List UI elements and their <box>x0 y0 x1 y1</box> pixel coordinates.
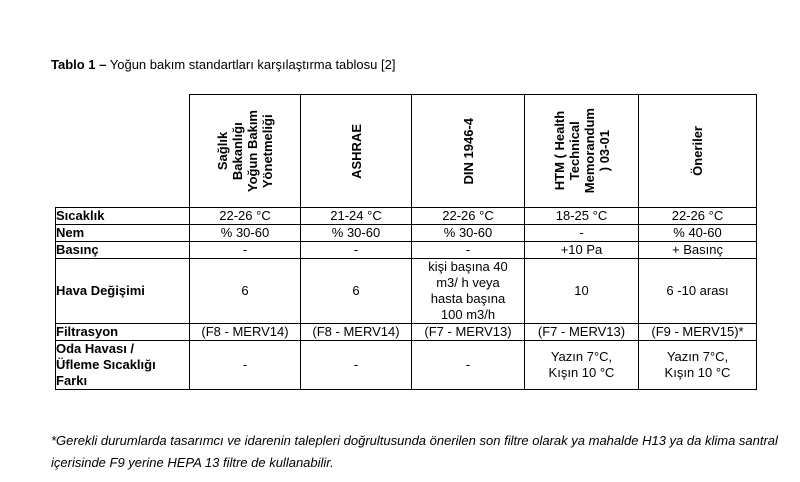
table-cell: + Basınç <box>639 242 757 259</box>
row-label: Hava Değişimi <box>56 259 190 324</box>
table-cell: - <box>301 341 412 390</box>
table-cell: - <box>412 242 525 259</box>
table-cell: - <box>412 341 525 390</box>
table-row-oda-havasi <box>56 341 757 390</box>
table-cell: Yazın 7°C, Kışın 10 °C <box>525 341 639 390</box>
table-cell: 22-26 °C <box>190 208 301 225</box>
column-header-saglik-bakanligi <box>190 95 301 208</box>
table-cell: 6 <box>190 259 301 324</box>
table-row-filtrasyon <box>56 324 757 341</box>
table-cell: (F7 - MERV13) <box>412 324 525 341</box>
corner-cell <box>56 95 190 208</box>
table-cell: +10 Pa <box>525 242 639 259</box>
column-header-htm <box>525 95 639 208</box>
table-cell: (F9 - MERV15)* <box>639 324 757 341</box>
column-header-label: HTM ( Health Technical Memorandum ) 03-01 <box>551 108 612 194</box>
table-cell: kişi başına 40 m3/ h veya hasta başına 100 m3/h <box>412 259 525 324</box>
table-row-sicaklik <box>56 208 757 225</box>
table-cell: Yazın 7°C, Kışın 10 °C <box>639 341 757 390</box>
column-header-din <box>412 95 525 208</box>
table-cell: (F7 - MERV13) <box>525 324 639 341</box>
table-caption <box>51 57 395 72</box>
table-cell: 22-26 °C <box>412 208 525 225</box>
column-header-ashrae <box>301 95 412 208</box>
row-label: Nem <box>56 225 190 242</box>
table-cell: (F8 - MERV14) <box>301 324 412 341</box>
table-cell: 22-26 °C <box>639 208 757 225</box>
table-cell: - <box>525 225 639 242</box>
table-row-nem <box>56 225 757 242</box>
table-cell: 10 <box>525 259 639 324</box>
table-cell: (F8 - MERV14) <box>190 324 301 341</box>
standards-comparison-table <box>55 94 757 390</box>
column-header-label: DIN 1946-4 <box>460 117 476 185</box>
table-cell: 6 <box>301 259 412 324</box>
footnote: *Gerekli durumlarda tasarımcı ve idarenin talepleri doğrultusunda önerilen son filtre olarak ya mahalde H13 ya da klima santral içerisinde F9 yerine HEPA 13 filtre de kullanabilir. <box>51 433 778 470</box>
column-header-label: Sağlık Bakanlığı Yoğun Bakım Yönetmeliği <box>215 109 275 193</box>
table-cell: % 40-60 <box>639 225 757 242</box>
table-cell: 6 -10 arası <box>639 259 757 324</box>
caption-text: Yoğun bakım standartları karşılaştırma tablosu [2] <box>106 57 396 72</box>
table-cell: % 30-60 <box>301 225 412 242</box>
caption-label: Tablo 1 – <box>51 57 107 72</box>
table-cell: - <box>190 341 301 390</box>
table-cell: % 30-60 <box>412 225 525 242</box>
column-header-label: Öneriler <box>690 126 705 176</box>
row-label: Sıcaklık <box>56 208 190 225</box>
table-row-hava-degisimi <box>56 259 757 324</box>
table-cell: - <box>301 242 412 259</box>
table-cell: 21-24 °C <box>301 208 412 225</box>
column-header-label: ASHRAE <box>348 123 364 179</box>
column-header-oneriler <box>639 95 757 208</box>
table-row-basinc <box>56 242 757 259</box>
header-row <box>56 95 757 208</box>
table-cell: 18-25 °C <box>525 208 639 225</box>
row-label: Oda Havası / Üfleme Sıcaklığı Farkı <box>56 341 190 390</box>
table-cell: % 30-60 <box>190 225 301 242</box>
row-label: Basınç <box>56 242 190 259</box>
row-label: Filtrasyon <box>56 324 190 341</box>
table-cell: - <box>190 242 301 259</box>
